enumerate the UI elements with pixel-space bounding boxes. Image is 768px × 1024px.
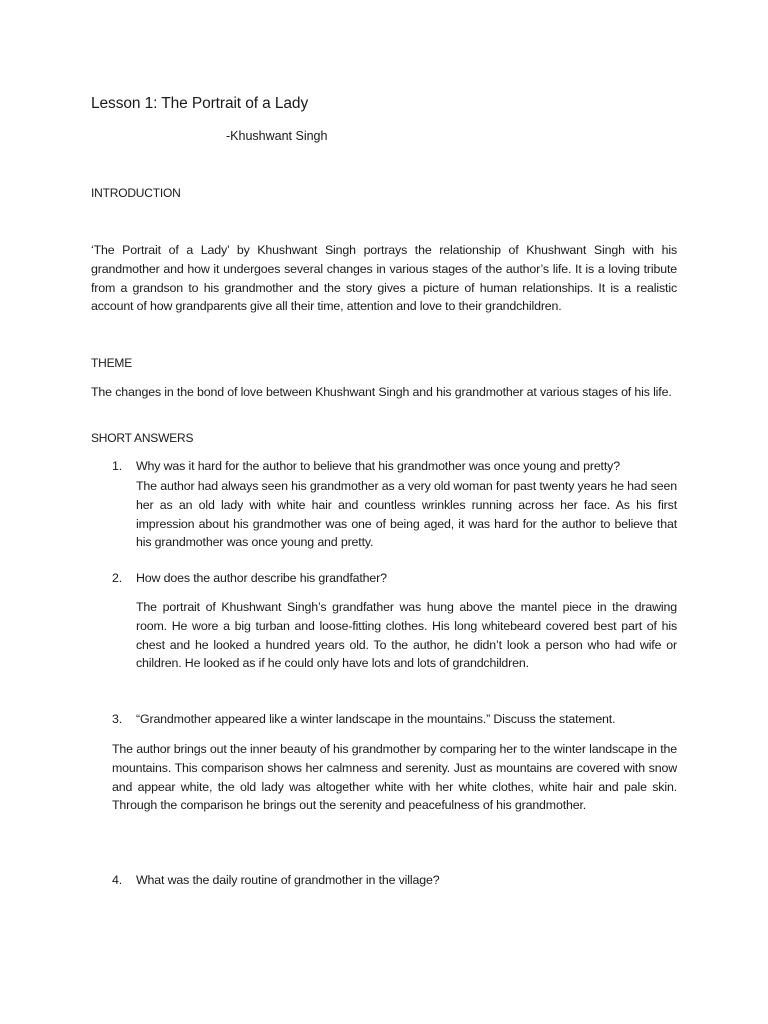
question-3: [112, 712, 615, 726]
question-2: [112, 571, 387, 585]
answer-1: The author had always seen his grandmother as a very old woman for past twenty years he had seen her as an old lady with white hair and countless wrinkles running across her face. As his first impression about his grandmother was one of being aged, it was hard for the author to believe that his grandmother was once young and pretty.: [136, 479, 677, 550]
question-4-number: 4.: [112, 873, 123, 887]
question-1: [112, 459, 620, 473]
question-3-number: 3.: [112, 712, 123, 726]
short-answers-heading: SHORT ANSWERS: [91, 431, 194, 445]
question-4: [112, 873, 439, 887]
question-2-text: How does the author describe his grandfather?: [136, 571, 387, 585]
introduction-heading: INTRODUCTION: [91, 186, 181, 200]
document-title: Lesson 1: The Portrait of a Lady: [91, 95, 309, 112]
theme-paragraph: The changes in the bond of love between Khushwant Singh and his grandmother at various stages of his life.: [91, 385, 672, 399]
question-1-number: 1.: [112, 459, 123, 473]
question-4-text: What was the daily routine of grandmother in the village?: [136, 873, 440, 887]
question-3-text: “Grandmother appeared like a winter landscape in the mountains.” Discuss the statement.: [136, 712, 616, 726]
answer-2: The portrait of Khushwant Singh’s grandfather was hung above the mantel piece in the drawing room. He wore a big turban and loose-fitting clothes. His long whitebeard covered best part of his chest and he looked a hundred years old. To the author, he didn’t look a person who had wife or children. He looked as if he could only have lots and lots of grandchildren.: [136, 600, 677, 671]
document-author: -Khushwant Singh: [226, 129, 328, 143]
introduction-paragraph: ‘The Portrait of a Lady’ by Khushwant Singh portrays the relationship of Khushwant Singh with his grandmother and how it undergoes several changes in various stages of the author’s life. It is a loving tribute from a grandson to his grandmother and the story gives a picture of human relationships. It is a realistic account of how grandparents give all their time, attention and love to their grandchildren.: [91, 243, 677, 314]
question-2-number: 2.: [112, 571, 123, 585]
answer-3: The author brings out the inner beauty of his grandmother by comparing her to the winter landscape in the mountains. This comparison shows her calmness and serenity. Just as mountains are covered with snow and appear white, the old lady was altogether white with her white clothes, white hair and pale skin. Through the comparison he brings out the serenity and peacefulness of his grandmother.: [112, 742, 677, 813]
question-1-text: Why was it hard for the author to believe that his grandmother was once young and pretty?: [136, 459, 620, 473]
theme-heading: THEME: [91, 356, 133, 370]
